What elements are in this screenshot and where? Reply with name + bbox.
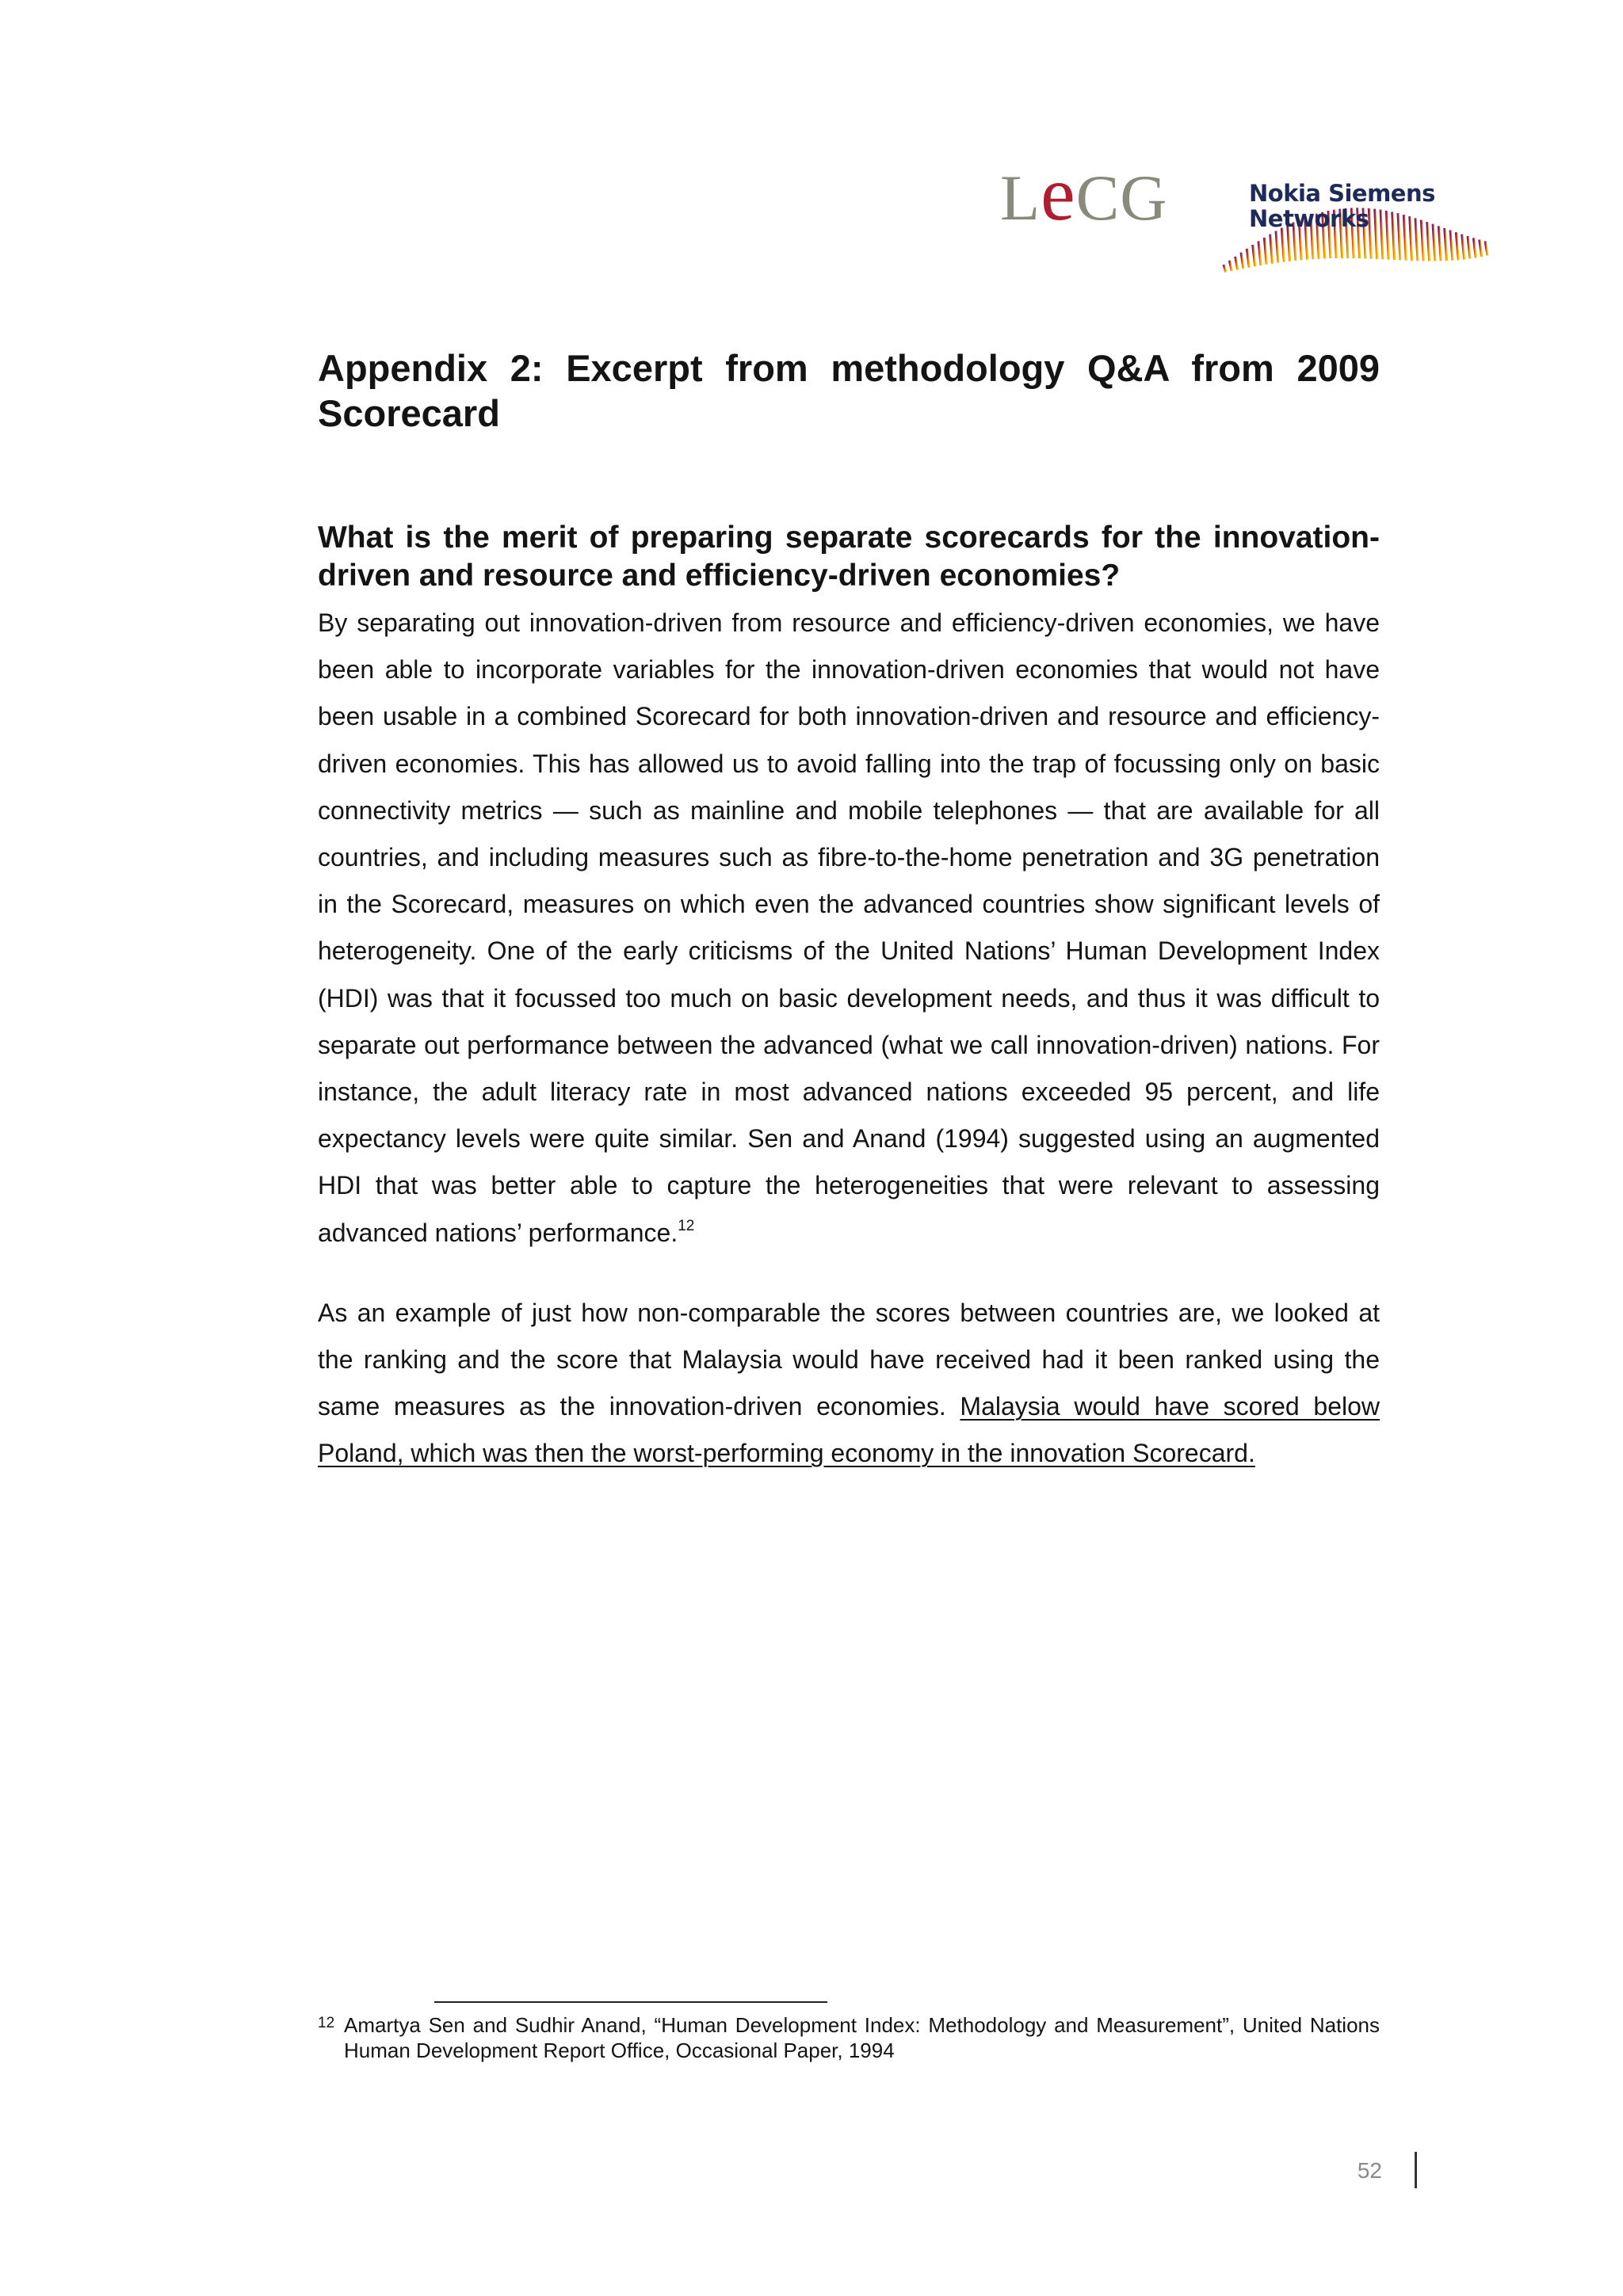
nsn-wave-strand — [1235, 257, 1238, 270]
nsn-wave-strand — [1276, 231, 1278, 263]
lecg-logo-prefix: L — [1000, 162, 1041, 234]
page-title: Appendix 2: Excerpt from methodology Q&A from 2009 Scorecard — [318, 347, 1380, 434]
nsn-wave-strand — [1480, 240, 1482, 257]
page-number-divider — [1415, 2152, 1417, 2188]
nsn-logo-text — [1249, 181, 1439, 231]
nsn-wave-strand — [1264, 238, 1266, 265]
nsn-wave-strand — [1445, 228, 1447, 261]
nsn-wave-strand — [1247, 249, 1249, 268]
body-paragraph-2-text: As an example of just how non-comparable the scores between countries are, we looked at the ranking and the score that Malaysia would have received had it been ranked using the same measures as the innovation-driven economies. — [318, 1298, 1380, 1421]
nsn-wave-strand — [1450, 231, 1453, 261]
nsn-wave-strand — [1468, 236, 1470, 259]
nsn-wave-strand — [1229, 261, 1232, 271]
body-paragraph-1 — [318, 600, 1380, 1257]
nsn-logo-line1: Nokia Siemens — [1249, 180, 1435, 207]
body-paragraph-2 — [318, 1290, 1380, 1478]
nsn-wave-strand — [1485, 241, 1487, 255]
nsn-wave-strand — [1456, 232, 1458, 260]
footnote — [318, 2012, 1380, 2063]
footnote-number: 12 — [318, 2015, 335, 2031]
footnote-text: Amartya Sen and Sudhir Anand, “Human Development Index: Methodology and Measurement”, United Nations Human Development Report Office, Occasional Paper, 1994 — [344, 2013, 1380, 2062]
body-paragraph-1-text: By separating out innovation-driven from resource and efficiency-driven economies, we have been able to incorporate variables for the innovation-driven economies that would not have been usable in a combined Scorecard for both innovation-driven and resource and efficiency-driven economies. This has allowed us to avoid falling into the trap of focussing only on basic connectivity metrics — such as mainline and mobile telephones — that are available for all countries, and including measures such as fibre-to-the-home penetration and 3G penetration in the Scorecard, measures on which even the advanced countries show significant levels of heterogeneity. One of the early criticisms of the United Nations’ Human Development Index (HDI) was that it focussed too much on basic development needs, and thus it was difficult to separate out performance between the advanced (what we call innovation-driven) nations. For instance, the adult literacy rate in most advanced nations exceeded 95 percent, and life expectancy levels were quite similar. Sen and Anand (1994) suggested using an augmented HDI that was better able to capture the heterogeneities that were relevant to assessing advanced nations’ performance. — [318, 608, 1380, 1247]
nsn-wave-strand — [1462, 235, 1465, 260]
nsn-wave-strand — [1258, 241, 1261, 265]
nsn-wave-strand — [1281, 228, 1284, 262]
nsn-wave-strand — [1224, 265, 1226, 273]
nsn-wave-strand — [1253, 245, 1255, 266]
nsn-wave-strand — [1270, 235, 1273, 264]
underlined-statement: Malaysia would have scored below Poland, which was then the worst-performing economy in the innovation Scorecard. — [318, 1392, 1381, 1468]
footnote-reference[interactable]: 12 — [678, 1217, 695, 1234]
lecg-logo-accent: e — [1041, 151, 1076, 237]
footnote-divider — [434, 2001, 827, 2003]
nsn-wave-strand — [1473, 238, 1476, 257]
lecg-logo — [1000, 151, 1190, 237]
page-number: 52 — [1357, 2158, 1382, 2183]
nsn-logo-line2: Networks — [1249, 205, 1369, 232]
lecg-logo-suffix: CG — [1075, 162, 1168, 234]
section-question-heading: What is the merit of preparing separate scorecards for the innovation-driven and resource and efficiency-driven economies? — [318, 521, 1380, 593]
main-content — [318, 345, 1380, 1478]
nsn-wave-strand — [1241, 253, 1243, 269]
